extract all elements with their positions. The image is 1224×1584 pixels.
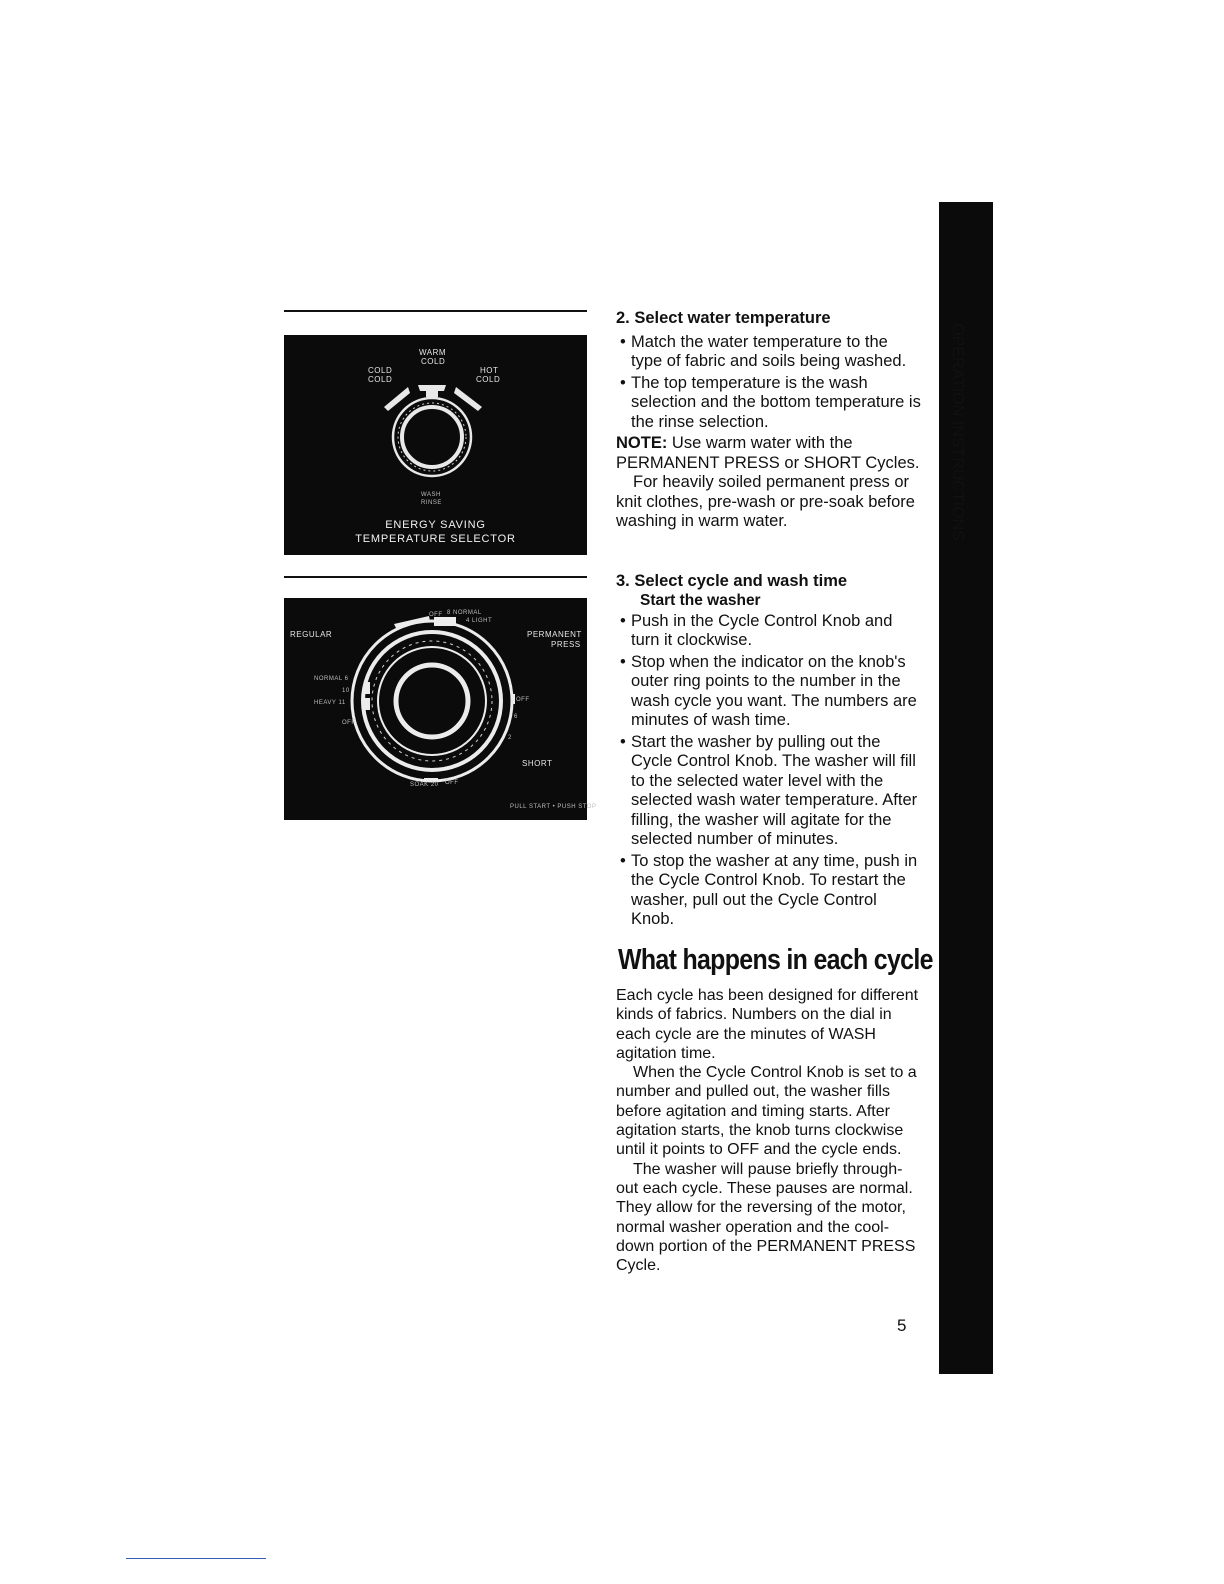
label-2: 2 <box>508 735 512 741</box>
note-text: Use warm water with the PERMANENT PRESS or SHORT Cycles. <box>616 434 920 472</box>
temperature-knob-outer <box>393 398 471 476</box>
step2-bullets <box>616 333 921 433</box>
list-item: • Push in the Cycle Control Knob and turn it clockwise. <box>616 612 921 651</box>
label-short: SHORT <box>522 759 553 768</box>
label-6: 6 <box>514 714 518 720</box>
label-10: 10 <box>342 688 350 694</box>
step3-heading: 3. Select cycle and wash time <box>616 572 848 590</box>
list-item: • Match the water temperature to the type of fabric and soils being washed. <box>616 333 921 372</box>
temperature-pointer-center <box>418 385 446 391</box>
label-rinse: RINSE <box>421 500 442 506</box>
step3-subheading: Start the washer <box>640 591 761 609</box>
page-number: 5 <box>897 1316 907 1335</box>
side-tab-label: OPERATION INSTRUCTIONS <box>949 323 966 541</box>
step3-block <box>616 572 921 932</box>
cycle-dial-outer-ring <box>352 621 512 781</box>
label-cold-rinse: COLD <box>368 375 393 384</box>
label-hot-cold: COLD <box>476 375 501 384</box>
label-off-left: OFF <box>342 720 356 726</box>
panel-caption-line2: TEMPERATURE SELECTOR <box>355 533 516 545</box>
step2-heading: 2. Select water temperature <box>616 309 831 327</box>
panel-caption-line1: ENERGY SAVING <box>385 519 486 531</box>
label-pull-start-push-stop: PULL START • PUSH STOP <box>510 804 597 810</box>
cycle-knob-center <box>396 665 468 737</box>
label-off-right: OFF <box>516 697 530 703</box>
list-item: • Stop when the indicator on the knob's outer ring points to the number in the wash cycle you want. The numbers are minutes of wash time. <box>616 653 921 731</box>
label-normal-6: NORMAL 6 <box>314 676 349 682</box>
temperature-selector-image <box>284 335 587 555</box>
note-label: NOTE: <box>616 434 668 452</box>
label-permanent: PERMANENT <box>527 630 582 639</box>
label-heavy-11: HEAVY 11 <box>314 700 346 706</box>
label-press: PRESS <box>551 640 581 649</box>
paragraph: The washer will pause briefly through-out each cycle. These pauses are normal. They allow for the reversing of the motor, normal washer operation and the cool-down portion of the PERMANENT PRESS Cycle. <box>616 1160 916 1275</box>
step2-block <box>616 309 921 532</box>
list-item: • The top temperature is the wash selection and the bottom temperature is the rinse selection. <box>616 374 921 433</box>
side-tab-label-wrapper <box>948 323 966 541</box>
label-cold-wash: COLD <box>368 366 393 375</box>
temperature-knob-inner <box>402 407 462 467</box>
list-item: • Start the washer by pulling out the Cycle Control Knob. The washer will fill to the selected water level with the selected wash water temperature. After filling, the washer will agitate for the selected number of minutes. <box>616 733 921 850</box>
label-wash: WASH <box>421 492 441 498</box>
panel1-top-rule <box>284 310 587 312</box>
paragraph: When the Cycle Control Knob is set to a number and pulled out, the washer fills before agitation and timing starts. After agitation starts, the knob turns clockwise until it points to OFF and the cycle ends. <box>616 1064 917 1159</box>
section-title: What happens in each cycle <box>618 944 933 976</box>
paragraph: Each cycle has been designed for different kinds of fabrics. Numbers on the dial in each cycle are the minutes of WASH agitation time. <box>616 987 919 1062</box>
footer-rule <box>126 1558 266 1559</box>
cycles-section-body <box>616 986 921 1275</box>
step2-paragraph: For heavily soiled permanent press or knit clothes, pre-wash or pre-soak before washing in warm water. <box>616 473 915 530</box>
label-top-off: OFF <box>429 612 443 618</box>
label-regular: REGULAR <box>290 630 333 639</box>
label-top-light: 4 LIGHT <box>466 618 493 624</box>
label-soak-off: OFF <box>445 780 459 786</box>
cycle-control-image <box>284 598 597 820</box>
label-hot: HOT <box>480 366 499 375</box>
panel2-top-rule <box>284 576 587 578</box>
step2-note <box>616 434 921 473</box>
label-soak-20: SOAK 20 <box>410 782 439 788</box>
list-item: • To stop the washer at any time, push in the Cycle Control Knob. To restart the washer, pull out the Cycle Control Knob. <box>616 852 921 930</box>
step3-bullets <box>616 612 921 930</box>
label-top-normal: 8 NORMAL <box>447 610 482 616</box>
label-warm-cold: COLD <box>421 357 446 366</box>
label-warm: WARM <box>419 348 447 357</box>
